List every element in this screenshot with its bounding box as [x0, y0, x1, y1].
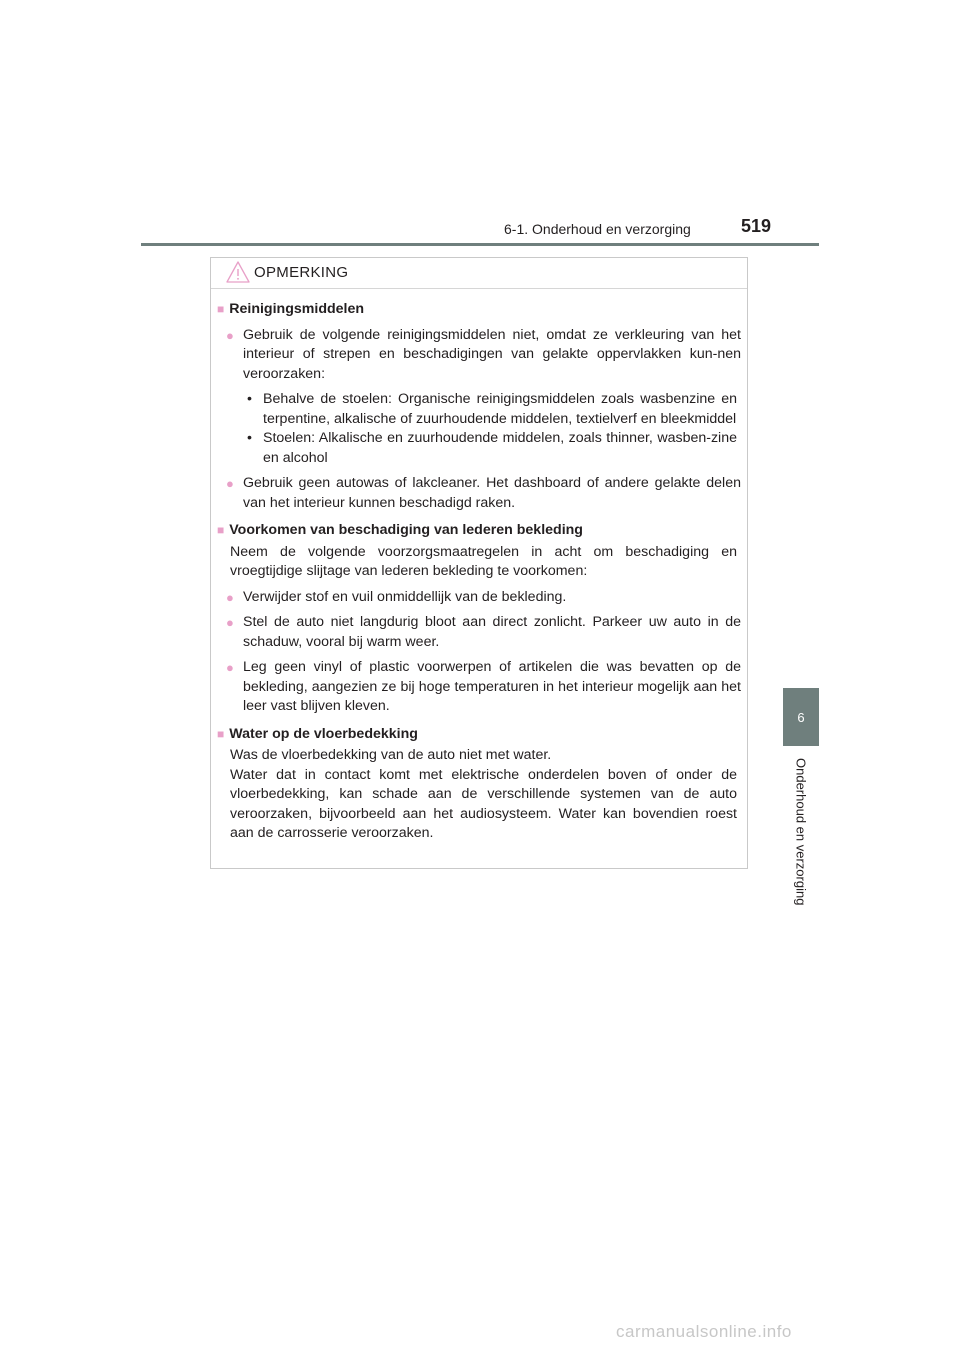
circle-bullet-icon: ● — [226, 327, 234, 343]
notice-content — [211, 289, 747, 844]
sub-list-item: • Behalve de stoelen: Organische reinigingsmiddelen zoals wasbenzine en terpentine, alkalische of zuurhoudende middelen, textielverf en bleekmiddel — [247, 391, 737, 427]
chapter-title: Onderhoud en verzorging — [793, 758, 809, 906]
square-bullet-icon: ■ — [217, 726, 225, 741]
section-intro: Neem de volgende voorzorgsmaatregelen in acht om beschadiging en vroegtijdige slijtage van lederen bekleding te voorkomen: — [230, 543, 737, 579]
section-heading: ■ Water op de vloerbedekking — [217, 725, 741, 745]
square-bullet-icon: ■ — [217, 302, 225, 316]
notice-title: OPMERKING — [254, 264, 349, 281]
section-intro: Was de vloerbedekking van de auto niet met water. — [230, 747, 552, 763]
list-item: ● Gebruik geen autowas of lakcleaner. Het dashboard of andere gelakte delen van het interieur kunnen beschadigd raken. — [217, 474, 741, 513]
circle-bullet-icon: ● — [226, 615, 234, 630]
page-number: 519 — [741, 216, 772, 236]
watermark: carmanualsonline.info — [616, 1322, 792, 1341]
section-title: 6-1. Onderhoud en verzorging — [504, 221, 691, 237]
warning-triangle-icon — [225, 260, 251, 289]
chapter-number: 6 — [797, 709, 805, 725]
list-item: ● Gebruik de volgende reinigingsmiddelen niet, omdat ze verkleuring van het interieur of strepen en beschadigingen van gelakte oppervlakken kun-nen veroorzaken: — [217, 326, 741, 385]
sub-list-item: • Stoelen: Alkalische en zuurhoudende middelen, zoals thinner, wasben-zine en alcohol — [247, 430, 737, 466]
list-item: ● Leg geen vinyl of plastic voorwerpen of artikelen die was bevatten op de bekleding, aangezien ze bij hoge temperaturen in het interieur mogelijk aan het leer vast blijven kleven. — [217, 658, 741, 717]
section-heading: ■ Voorkomen van beschadiging van lederen bekleding — [217, 521, 741, 541]
circle-bullet-icon: ● — [226, 589, 234, 605]
notice-header — [211, 258, 747, 289]
circle-bullet-icon: ● — [226, 660, 234, 675]
section-paragraph: Water dat in contact komt met elektrische onderdelen boven of onder de vloerbedekking, kan schade aan de verschillende systemen van de auto veroorzaken, bijvoorbeeld aan het audiosysteem. Water kan bovendien roest aan de carrosserie veroorzaken. — [230, 766, 737, 841]
chapter-tab[interactable] — [783, 688, 819, 746]
section-heading: ■ Reinigingsmiddelen — [217, 300, 741, 320]
list-item: ● Stel de auto niet langdurig bloot aan direct zonlicht. Parkeer uw auto in de schaduw, vooral bij warm weer. — [217, 613, 741, 652]
square-bullet-icon: ■ — [217, 523, 225, 537]
circle-bullet-icon: ● — [226, 476, 234, 491]
notice-box — [210, 257, 748, 869]
list-item: ● Verwijder stof en vuil onmiddellijk van de bekleding. — [217, 588, 741, 608]
header-divider — [141, 243, 819, 246]
